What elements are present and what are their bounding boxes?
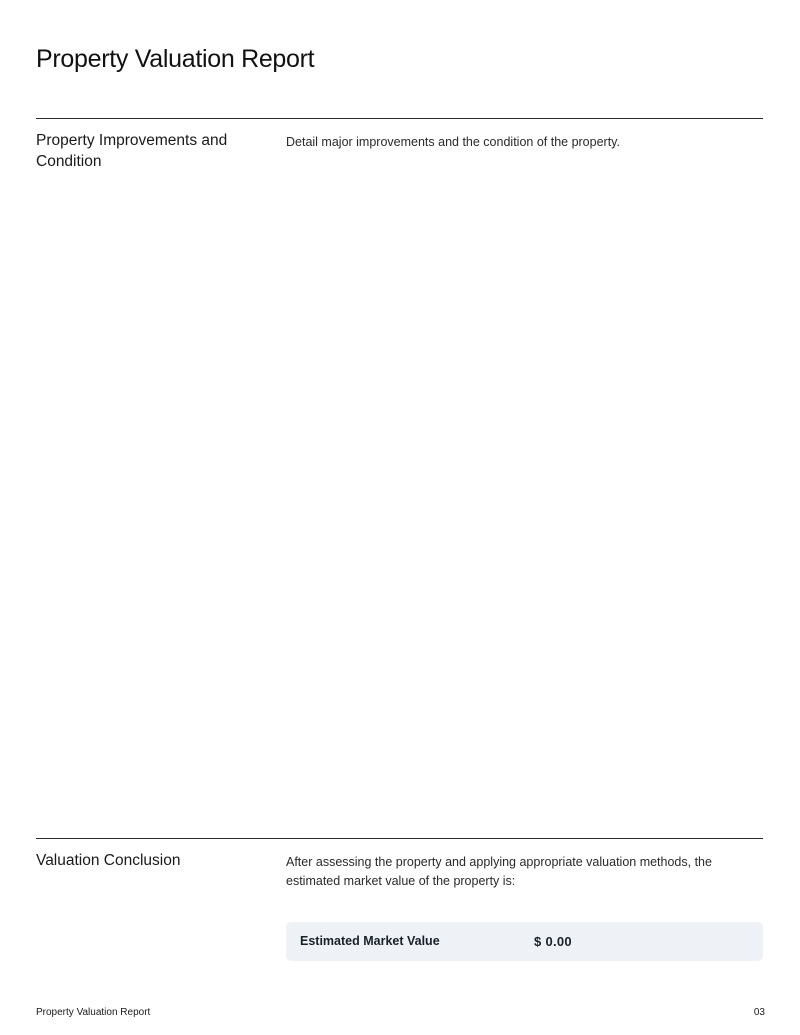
section-body-valuation-conclusion (286, 853, 763, 891)
estimated-market-value-box (286, 922, 763, 961)
footer-page-number: 03 (753, 1007, 765, 1018)
estimated-market-value-amount: $ 0.00 (534, 934, 572, 949)
section-label-property-improvements: Property Improvements and Condition (36, 132, 228, 170)
divider-top (36, 118, 763, 119)
section-body-property-improvements (286, 133, 763, 152)
divider-middle (36, 838, 763, 839)
section-body-text-valuation-conclusion: After assessing the property and applying appropriate valuation methods, the estimated market value of the property is: (286, 855, 712, 888)
estimated-market-value-label: Estimated Market Value (300, 934, 440, 948)
section-label-valuation-conclusion: Valuation Conclusion (36, 852, 181, 869)
footer-document-name: Property Valuation Report (36, 1007, 151, 1018)
section-body-text-property-improvements: Detail major improvements and the condition of the property. (286, 135, 620, 149)
page-title: Property Valuation Report (36, 44, 315, 73)
